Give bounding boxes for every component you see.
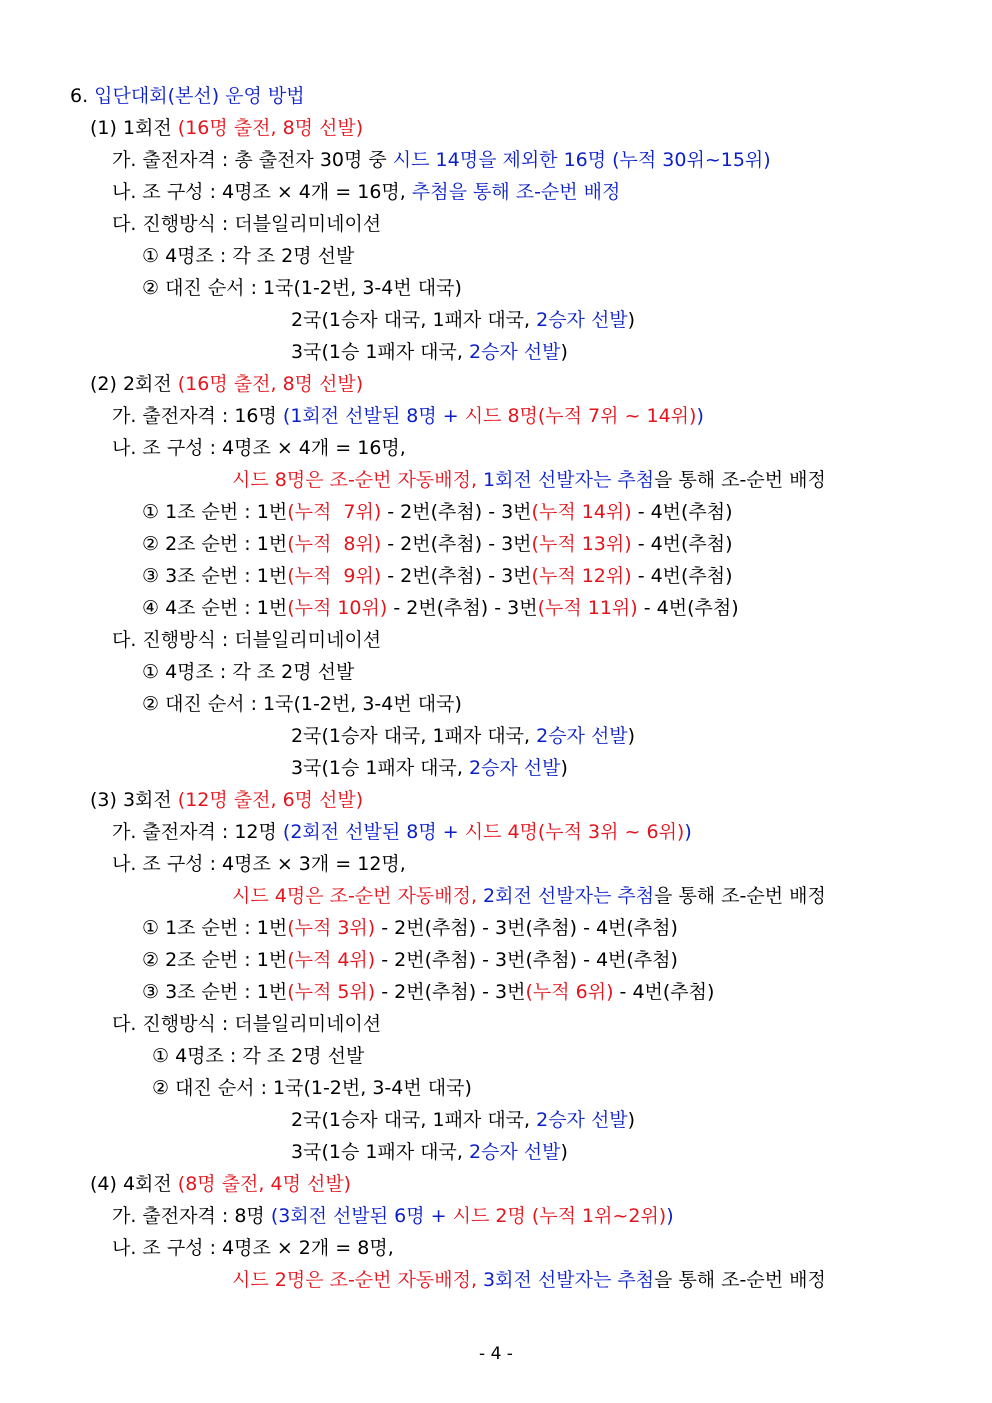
text-segment: (누적 7위) [287,501,382,523]
text-segment: (누적 11위) [537,597,638,619]
text-line [112,628,381,652]
text-segment: ② 2조 순번 : 1번 [142,533,288,555]
text-segment: - 4번(추첨) [637,597,739,619]
text-segment: ) [684,821,692,843]
text-line [152,1044,364,1068]
text-segment: 을 통해 조-순번 배정 [654,885,826,907]
text-segment: - 2번(추첨) - 3번(추첨) - 4번(추첨) [375,949,678,971]
text-segment: 다. 진행방식 : 더블일리미네이션 [112,1013,382,1035]
text-segment: ) [627,309,636,331]
text-line [142,596,739,620]
text-segment: 다. 진행방식 : 더블일리미네이션 [112,629,382,651]
text-line [112,1236,394,1260]
text-line [291,1108,635,1132]
text-line [152,1076,472,1100]
text-segment: - 2번(추첨) - 3번 [375,981,526,1003]
text-segment: 6. [70,85,95,107]
text-segment: ② 2조 순번 : 1번 [142,949,288,971]
text-segment: (누적 13위) [531,533,632,555]
text-segment: 가. 출전자격 : 16명 [112,405,283,427]
text-segment: ① 1조 순번 : 1번 [142,501,288,523]
text-segment: (2) 2회전 [90,373,178,395]
text-line [90,116,363,140]
text-segment: (3회전 선발된 6명 + [270,1205,453,1227]
text-segment: 시드 14명을 제외한 16명 (누적 30위~15위) [392,149,771,171]
text-segment: (3) 3회전 [90,789,178,811]
text-line [232,468,826,492]
text-line [142,980,714,1004]
text-segment: - 2번(추첨) - 3번 [387,597,538,619]
text-segment: 시드 2명은 조-순번 자동배정, [232,1269,484,1291]
text-segment: (누적 4위) [287,949,376,971]
text-segment: 2승자 선발 [468,757,561,779]
text-segment: 시드 4명(누적 3위 ~ 6위) [464,821,685,843]
text-segment: 2승자 선발 [536,1109,628,1131]
text-segment: ③ 3조 순번 : 1번 [142,565,288,587]
text-segment: ① 4명조 : 각 조 2명 선발 [142,661,355,683]
text-segment: ) [696,405,704,427]
text-segment: - 2번(추첨) - 3번 [381,501,532,523]
text-segment: 을 통해 조-순번 배정 [654,469,826,491]
text-segment: (누적 12위) [531,565,632,587]
text-segment: ② 대진 순서 : 1국(1-2번, 3-4번 대국) [152,1077,472,1099]
text-segment: 나. 조 구성 : 4명조 × 4개 = 16명, [112,181,412,203]
text-segment: 을 통해 조-순번 배정 [654,1269,826,1291]
text-segment: - 2번(추첨) - 3번 [381,565,532,587]
text-segment: 3국(1승 1패자 대국, [291,757,469,779]
text-segment: 2승자 선발 [536,309,628,331]
text-line [142,532,733,556]
text-line [142,244,354,268]
text-segment: ) [666,1205,674,1227]
text-segment: (8명 출전, 4명 선발) [177,1173,352,1195]
text-segment: (누적 8위) [287,533,382,555]
text-segment: ② 대진 순서 : 1국(1-2번, 3-4번 대국) [142,693,462,715]
text-line [142,564,733,588]
text-segment: - 4번(추첨) [631,501,733,523]
text-segment: ) [560,757,568,779]
text-segment: 다. 진행방식 : 더블일리미네이션 [112,213,382,235]
text-segment: 나. 조 구성 : 4명조 × 3개 = 12명, [112,853,406,875]
text-line [112,1012,381,1036]
text-segment: 추첨을 통해 조-순번 배정 [411,181,621,203]
text-segment: - 4번(추첨) [613,981,715,1003]
text-segment: 3국(1승 1패자 대국, [291,1141,469,1163]
text-segment: 시드 8명(누적 7위 ~ 14위) [464,405,697,427]
text-line [112,148,771,172]
text-segment: (누적 9위) [287,565,382,587]
text-segment: ) [627,1109,636,1131]
text-line [142,660,354,684]
text-segment: ) [560,341,568,363]
text-segment: 2승자 선발 [536,725,628,747]
text-line [112,852,406,876]
text-line [291,756,568,780]
text-line [90,788,363,812]
text-line [291,724,635,748]
page-number: - 4 - [479,1344,513,1364]
text-segment: ) [627,725,636,747]
text-line [142,916,678,940]
text-segment: 2승자 선발 [468,341,561,363]
text-segment: ) [560,1141,568,1163]
text-segment: ② 대진 순서 : 1국(1-2번, 3-4번 대국) [142,277,462,299]
text-segment: ③ 3조 순번 : 1번 [142,981,288,1003]
text-segment: (16명 출전, 8명 선발) [177,117,364,139]
text-line [90,1172,351,1196]
text-segment: 2국(1승자 대국, 1패자 대국, [291,1109,537,1131]
text-segment: - 4번(추첨) [631,533,733,555]
text-line [112,404,704,428]
text-segment: (누적 6위) [525,981,614,1003]
text-segment: 2회전 선발자는 추첨 [483,885,655,907]
text-segment: - 2번(추첨) - 3번 [381,533,532,555]
text-line [232,1268,826,1292]
text-segment: (12명 출전, 6명 선발) [177,789,364,811]
text-line [291,340,568,364]
text-segment: ① 4명조 : 각 조 2명 선발 [142,245,355,267]
text-segment: ① 4명조 : 각 조 2명 선발 [152,1045,365,1067]
text-line [112,436,406,460]
text-segment: 입단대회(본선) 운영 방법 [94,85,305,107]
text-line [90,372,363,396]
text-segment: 2국(1승자 대국, 1패자 대국, [291,309,537,331]
text-line [232,884,826,908]
text-segment: 나. 조 구성 : 4명조 × 4개 = 16명, [112,437,406,459]
text-line [142,692,462,716]
text-line [142,948,678,972]
text-segment: (4) 4회전 [90,1173,178,1195]
text-segment: 3국(1승 1패자 대국, [291,341,469,363]
text-segment: ① 1조 순번 : 1번 [142,917,288,939]
text-segment: 3회전 선발자는 추첨 [483,1269,655,1291]
text-segment: 2승자 선발 [468,1141,561,1163]
text-segment: 시드 8명은 조-순번 자동배정, [232,469,484,491]
text-segment: 시드 2명 (누적 1위~2위) [452,1205,667,1227]
text-line [112,1204,674,1228]
text-segment: (2회전 선발된 8명 + [282,821,465,843]
text-line [142,276,462,300]
text-segment: (누적 5위) [287,981,376,1003]
text-segment: (누적 14위) [531,501,632,523]
text-segment: - 4번(추첨) [631,565,733,587]
text-line [112,820,692,844]
text-segment: (16명 출전, 8명 선발) [177,373,364,395]
text-segment: (1) 1회전 [90,117,178,139]
text-segment: 가. 출전자격 : 12명 [112,821,283,843]
text-line [291,1140,568,1164]
text-line [112,212,381,236]
text-segment: (누적 10위) [287,597,388,619]
text-segment: 가. 출전자격 : 총 출전자 30명 중 [112,149,393,171]
text-segment: (누적 3위) [287,917,376,939]
text-line [112,180,620,204]
text-segment: ④ 4조 순번 : 1번 [142,597,288,619]
text-segment: 가. 출전자격 : 8명 [112,1205,271,1227]
text-segment: 2국(1승자 대국, 1패자 대국, [291,725,537,747]
text-segment: - 2번(추첨) - 3번(추첨) - 4번(추첨) [375,917,678,939]
text-segment: 시드 4명은 조-순번 자동배정, [232,885,484,907]
text-segment: (1회전 선발된 8명 + [282,405,465,427]
text-line [142,500,733,524]
text-segment: 나. 조 구성 : 4명조 × 2개 = 8명, [112,1237,394,1259]
text-segment: 1회전 선발자는 추첨 [483,469,655,491]
text-line [70,84,305,108]
text-line [291,308,635,332]
